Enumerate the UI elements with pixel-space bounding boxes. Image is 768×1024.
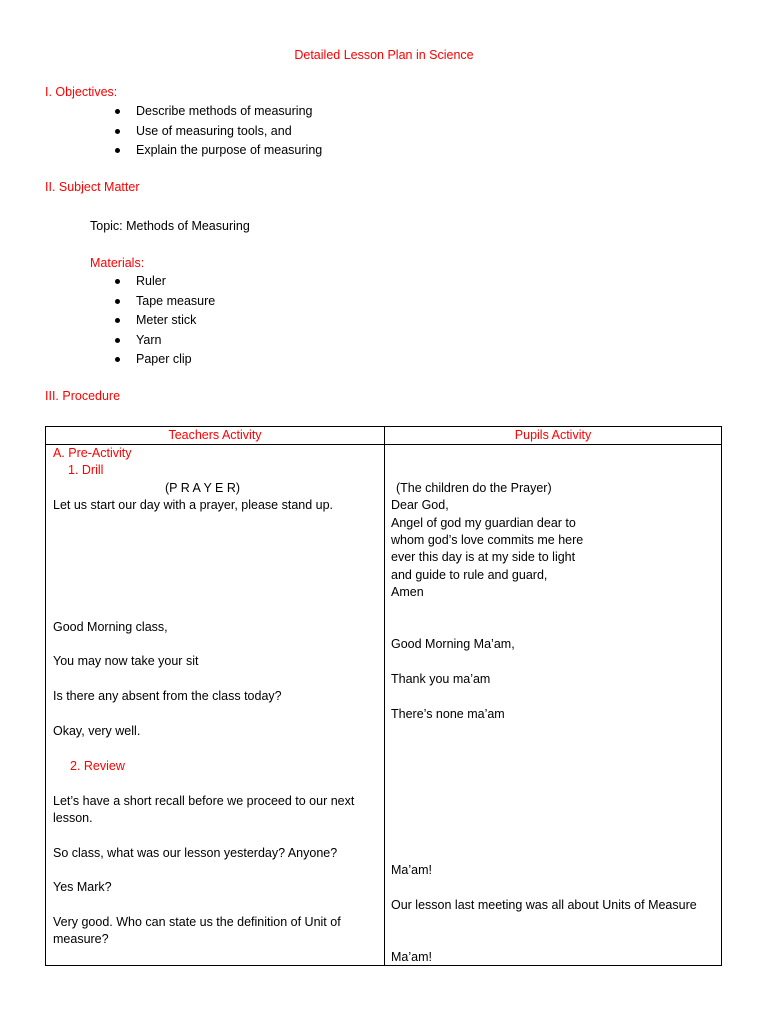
objective-item: Explain the purpose of measuring [112,141,322,161]
pupil-line: whom god’s love commits me here [391,533,584,547]
pupil-line: Amen [391,585,424,599]
teacher-line: Okay, very well. [53,724,141,738]
teacher-line: Very good. Who can state us the definition of Unit of [53,915,341,929]
prayer-label: (P R A Y E R) [165,481,241,495]
topic-line: Topic: Methods of Measuring [90,219,250,233]
pupil-line: Ma’am! [391,950,432,964]
teacher-line: Is there any absent from the class today? [53,689,282,703]
teachers-activity-header: Teachers Activity [168,428,262,442]
material-item: Paper clip [112,350,215,370]
pupils-activity-header: Pupils Activity [514,428,592,442]
pupil-line: (The children do the Prayer) [396,481,552,495]
objectives-list [112,102,322,161]
pupil-line: and guide to rule and guard, [391,568,548,582]
teacher-line: measure? [53,932,109,946]
pupil-line: Ma’am! [391,863,432,877]
objectives-heading: I. Objectives: [45,85,118,99]
header-divider [46,444,721,445]
teacher-line: lesson. [53,811,93,825]
teacher-line: You may now take your sit [53,654,199,668]
teacher-line: Yes Mark? [53,880,112,894]
pupil-line: Thank you ma’am [391,672,491,686]
pre-activity-heading: A. Pre-Activity [53,446,132,460]
pupil-line: Good Morning Ma’am, [391,637,515,651]
teacher-line: Let’s have a short recall before we proceed to our next [53,794,355,808]
teacher-line: Let us start our day with a prayer, please stand up. [53,498,334,512]
pupil-line: There’s none ma’am [391,707,505,721]
column-divider [384,427,385,965]
material-item: Ruler [112,272,215,292]
objective-item: Use of measuring tools, and [112,122,322,142]
pupil-line: Our lesson last meeting was all about Units of Measure [391,898,697,912]
teacher-line: So class, what was our lesson yesterday? Anyone? [53,846,338,860]
procedure-heading: III. Procedure [45,389,121,403]
objective-item: Describe methods of measuring [112,102,322,122]
materials-heading: Materials: [90,256,145,270]
pupil-line: Angel of god my guardian dear to [391,516,576,530]
subject-matter-heading: II. Subject Matter [45,180,140,194]
material-item: Tape measure [112,292,215,312]
materials-list [112,272,215,370]
teacher-line: Good Morning class, [53,620,168,634]
pupil-line: Dear God, [391,498,449,512]
material-item: Yarn [112,331,215,351]
material-item: Meter stick [112,311,215,331]
document-title: Detailed Lesson Plan in Science [294,48,474,62]
procedure-table [45,426,722,966]
drill-heading: 1. Drill [68,463,104,477]
review-heading: 2. Review [70,759,125,773]
pupil-line: ever this day is at my side to light [391,550,576,564]
